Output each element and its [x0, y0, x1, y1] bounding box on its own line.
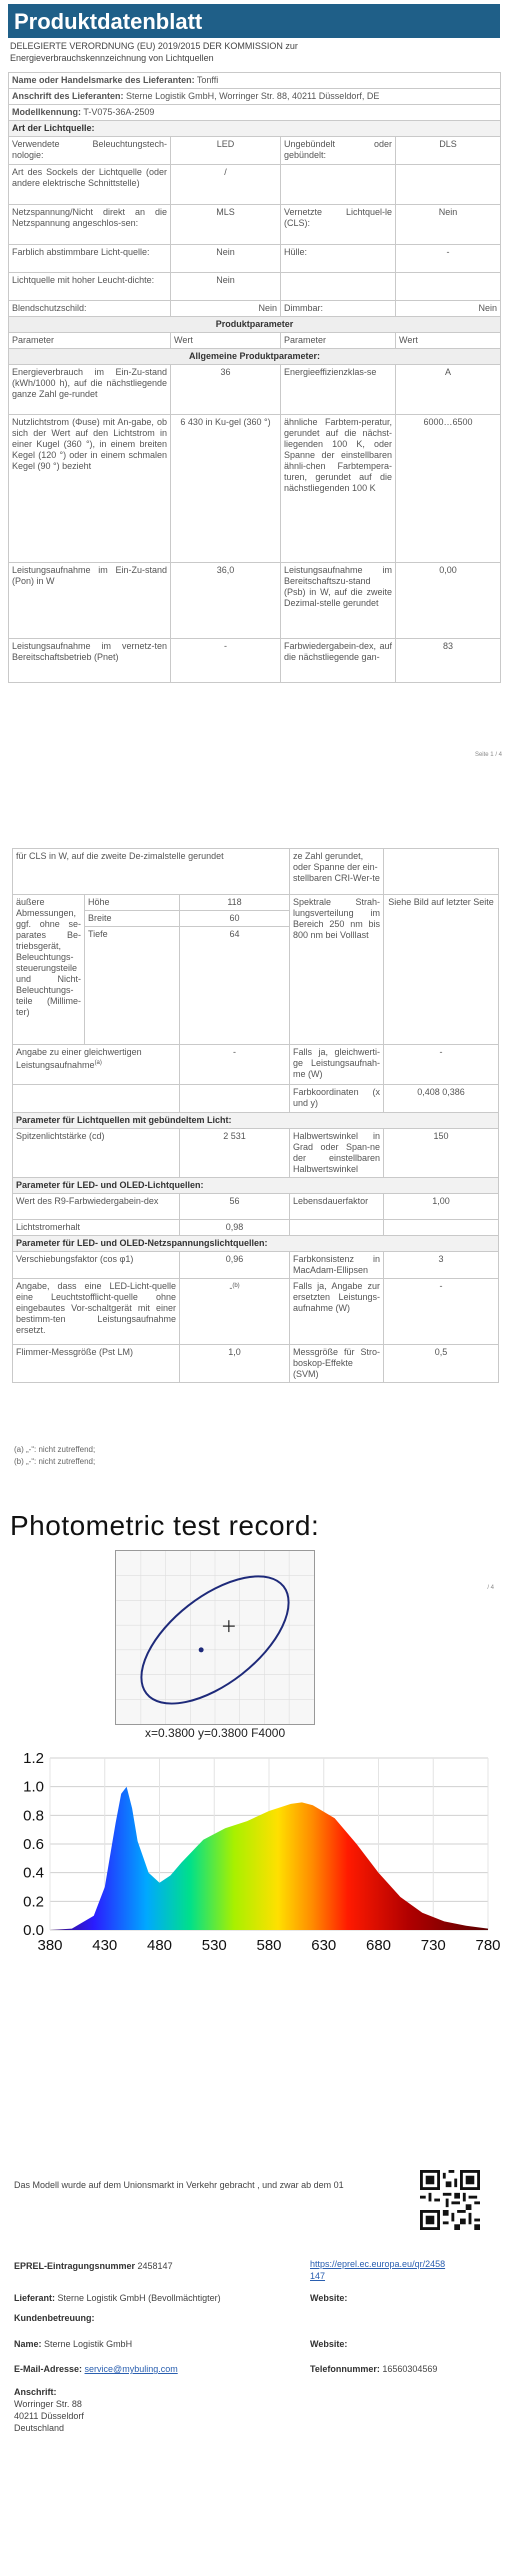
table-row [13, 1129, 499, 1178]
directional-section: Parameter für Lichtquellen mit gebündeltem Licht: [13, 1113, 499, 1129]
cell: 150 [384, 1129, 499, 1178]
dimensions-label: äußere Abmessungen, ggf. ohne se-parates Be-triebsgerät, Beleuchtungs-steuerungsteile und Nicht-Beleuchtungs-teile (Millime-ter) [13, 895, 85, 1045]
website-label: Website: [310, 2293, 348, 2303]
dim-height-value: 118 [180, 895, 290, 911]
page-title: Produktdatenblatt [14, 9, 203, 34]
cell [180, 1279, 290, 1345]
cell [13, 1085, 180, 1113]
cell: Falls ja, gleichwerti-ge Leistungsaufnah-me (W) [290, 1045, 384, 1085]
cell [281, 165, 396, 205]
spectral-value: Siehe Bild auf letzter Seite [384, 895, 499, 1045]
cell: Nutzlichtstrom (Φuse) mit An-gabe, ob sich der Wert auf den Lichtstrom in einer Kugel (360 °), in einem breiten Kegel (120 °) oder in einem schmalen Kegel (90 °) bezieht [9, 415, 171, 563]
cell: - [384, 1279, 499, 1345]
y-tick-label: 1.0 [23, 1778, 44, 1796]
table-row [9, 415, 501, 563]
eprel-label: EPREL-Eintragungsnummer [14, 2261, 136, 2271]
y-tick-label: 0.8 [23, 1807, 44, 1825]
cell: Netzspannung/Nicht direkt an die Netzspannung angeschlos-sen: [9, 205, 171, 245]
cell: Farbwiedergabein-dex, auf die nächstliegende gan- [281, 639, 396, 683]
footnote-marker: (a) [94, 1060, 102, 1066]
cell: ze Zahl gerundet, oder Spanne der ein-stellbaren CRI-Wer-te [290, 849, 384, 895]
email-label: E-Mail-Adresse: [14, 2364, 83, 2374]
table-row [9, 563, 501, 639]
market-intro: Das Modell wurde auf dem Unionsmarkt in Verkehr gebracht , und zwar ab dem 01 [14, 2180, 344, 2190]
cell: Wert des R9-Farbwiedergabein-dex [13, 1194, 180, 1220]
cell: / [171, 165, 281, 205]
cell: Leistungsaufnahme im vernetz-ten Bereitschaftsbetrieb (Pnet) [9, 639, 171, 683]
cell: - [180, 1045, 290, 1085]
cell: 36,0 [171, 563, 281, 639]
x-tick-label: 530 [201, 1937, 227, 1954]
cell [290, 1220, 384, 1236]
led-section: Parameter für LED- und OLED-Lichtquellen: [13, 1178, 499, 1194]
eprel-row [14, 2260, 173, 2272]
x-tick-label: 430 [92, 1937, 118, 1954]
x-tick-label: 580 [256, 1937, 282, 1954]
dim-depth-value: 64 [180, 927, 290, 1045]
table-row [9, 333, 501, 349]
name-row [14, 2338, 132, 2350]
qr-code-icon[interactable] [420, 2170, 480, 2230]
y-tick-label: 0.0 [23, 1922, 44, 1939]
phone-label: Telefonnummer: [310, 2364, 380, 2374]
dim-width-value: 60 [180, 911, 290, 927]
supplier-row [14, 2292, 221, 2304]
phone-row [310, 2363, 437, 2375]
chromaticity-diagram [115, 1550, 315, 1725]
cell [396, 165, 501, 205]
cell: Nein [171, 245, 281, 273]
cell: - [384, 1045, 499, 1085]
column-header: Wert [171, 333, 281, 349]
cell: Lichtquelle mit hoher Leucht-dichte: [9, 273, 171, 301]
table-row [9, 639, 501, 683]
table-row [13, 1085, 499, 1113]
address-cell [9, 89, 501, 105]
cell: 2 531 [180, 1129, 290, 1178]
datasheet-page-2 [0, 848, 508, 1473]
cell: 0,98 [180, 1220, 290, 1236]
supplier-value: Sterne Logistik GmbH (Bevollmächtigter) [57, 2293, 221, 2303]
table-row [9, 121, 501, 137]
cell: Leistungsaufnahme im Bereitschaftszu-stand (Psb) in W, auf die zweite Dezimal-stelle gerundet [281, 563, 396, 639]
cell: Verwendete Beleuchtungstech-nologie: [9, 137, 171, 165]
x-tick-label: 730 [420, 1937, 446, 1954]
cell: 1,00 [384, 1194, 499, 1220]
cell: Ungebündelt oder gebündelt: [281, 137, 396, 165]
datasheet-table-2 [12, 848, 499, 1383]
cell [396, 273, 501, 301]
table-row [9, 89, 501, 105]
datasheet-page-1 [0, 0, 508, 775]
mains-section: Parameter für LED- und OLED-Netzspannungslichtquellen: [13, 1236, 499, 1252]
cell: 6 430 in Ku-gel (360 °) [171, 415, 281, 563]
footnote-b: (b) „-“: nicht zutreffend; [14, 1457, 96, 1466]
model-cell [9, 105, 501, 121]
table-row [13, 1236, 499, 1252]
model-value: T-V075-36A-2509 [83, 107, 155, 117]
cell [384, 849, 499, 895]
cell: 83 [396, 639, 501, 683]
datasheet-table-1 [8, 72, 501, 683]
cell: Art des Sockels der Lichtquelle (oder andere elektrische Schnittstelle) [9, 165, 171, 205]
cell: Dimmbar: [281, 301, 396, 317]
table-row [9, 105, 501, 121]
cell [13, 1045, 180, 1085]
cell: Farbkonsistenz in MacAdam-Ellipsen [290, 1252, 384, 1279]
table-row [13, 1194, 499, 1220]
cell: 56 [180, 1194, 290, 1220]
brand-cell [9, 73, 501, 89]
table-row [9, 245, 501, 273]
address-block [14, 2386, 84, 2434]
spectral-label: Spektrale Strah-lungsverteilung im Bereich 250 nm bis 800 nm bei Volllast [290, 895, 384, 1045]
table-row [13, 1045, 499, 1085]
cell: Farblich abstimmbare Licht-quelle: [9, 245, 171, 273]
cell: 36 [171, 365, 281, 415]
cell: ähnliche Farbtem-peratur, gerundet auf die nächst-liegenden 100 K, oder Spanne der einstellbaren ähnli-chen Farbtempera-turen, gerundet auf die nächstliegenden 100 K [281, 415, 396, 563]
cell: Flimmer-Messgröße (Pst LM) [13, 1345, 180, 1383]
y-axis-ticks [23, 1750, 44, 1939]
cell: Hülle: [281, 245, 396, 273]
dim-depth-label: Tiefe [85, 927, 180, 1045]
name-label: Name: [14, 2339, 42, 2349]
model-label: Modellkennung: [12, 107, 81, 117]
table-row [9, 73, 501, 89]
product-params-heading: Produktparameter [9, 317, 501, 333]
table-row [13, 1345, 499, 1383]
cell: Falls ja, Angabe zur ersetzten Leistungs-aufnahme (W) [290, 1279, 384, 1345]
cell: 1,0 [180, 1345, 290, 1383]
column-header: Wert [396, 333, 501, 349]
table-row [13, 895, 499, 911]
cell: A [396, 365, 501, 415]
address-line: 40211 Düsseldorf [14, 2411, 84, 2421]
cell [281, 273, 396, 301]
table-row [9, 137, 501, 165]
eprel-value: 2458147 [137, 2261, 173, 2271]
cell: 0,96 [180, 1252, 290, 1279]
x-tick-label: 380 [37, 1937, 63, 1954]
x-tick-label: 780 [475, 1937, 501, 1954]
cie-grid [116, 1551, 314, 1724]
address-line: Worringer Str. 88 [14, 2399, 82, 2409]
address-label: Anschrift des Lieferanten: [12, 91, 124, 101]
cell: Energieeffizienzklas-se [281, 365, 396, 415]
cell: 6000…6500 [396, 415, 501, 563]
brand-value: Tonffi [196, 75, 219, 85]
name-value: Sterne Logistik GmbH [44, 2339, 133, 2349]
equivalent-power-label: Angabe zu einer gleichwertigen Leistungsaufnahme [16, 1047, 142, 1070]
table-row [13, 1279, 499, 1345]
email-link[interactable]: service@mybuling.com [84, 2364, 178, 2374]
footnote-marker: (b) [232, 1283, 240, 1289]
brand-label: Name oder Handelsmarke des Lieferanten: [12, 75, 195, 85]
cell: - [396, 245, 501, 273]
cell [384, 1220, 499, 1236]
title-bar [8, 4, 500, 38]
website2-label: Website: [310, 2339, 348, 2349]
chromaticity-value: 0,408 0,386 [384, 1085, 499, 1113]
column-header: Parameter [281, 333, 396, 349]
table-row [9, 165, 501, 205]
cell: für CLS in W, auf die zweite De-zimalstelle gerundet [13, 849, 290, 895]
dim-width-label: Breite [85, 911, 180, 927]
cell [180, 1085, 290, 1113]
target-cross [223, 1620, 235, 1632]
regulation-text: DELEGIERTE VERORDNUNG (EU) 2019/2015 DER KOMMISSION zur Energieverbrauchskennzeichnung von Lichtquellen [10, 41, 298, 63]
address-line: Deutschland [14, 2423, 65, 2433]
cell: Blendschutzschild: [9, 301, 171, 317]
cell: Lichtstromerhalt [13, 1220, 180, 1236]
cell: Angabe, dass eine LED-Licht-quelle eine Leuchtstofflicht-quelle ohne eingebautes Vor-schaltgerät mit einer bestimm-ten Leistungsaufnahme ersetzt. [13, 1279, 180, 1345]
cell: Nein [396, 301, 501, 317]
table-row [13, 1220, 499, 1236]
cell: Vernetzte Lichtquel-le (CLS): [281, 205, 396, 245]
address-value: Sterne Logistik GmbH, Worringer Str. 88, 40211 Düsseldorf, DE [126, 91, 380, 101]
cell: Nein [171, 301, 281, 317]
supplier-label: Lieferant: [14, 2293, 56, 2303]
cell: Nein [171, 273, 281, 301]
table-row [13, 1113, 499, 1129]
support-label: Kundenbetreuung: [14, 2313, 95, 2323]
x-tick-label: 630 [311, 1937, 337, 1954]
y-tick-label: 1.2 [23, 1750, 44, 1767]
cell: Lebensdauerfaktor [290, 1194, 384, 1220]
table-row [9, 301, 501, 317]
general-params-heading: Allgemeine Produktparameter: [9, 349, 501, 365]
page-fragment: / 4 [487, 1585, 494, 1591]
cell: 0,00 [396, 563, 501, 639]
spectral-chart [8, 1750, 501, 1960]
y-tick-label: 0.2 [23, 1893, 44, 1911]
chromaticity-readout: x=0.3800 y=0.3800 F4000 [145, 1726, 286, 1740]
cell: Messgröße für Stro-boskop-Effekte (SVM) [290, 1345, 384, 1383]
cell: - [171, 639, 281, 683]
cell: LED [171, 137, 281, 165]
cell: Leistungsaufnahme im Ein-Zu-stand (Pon) in W [9, 563, 171, 639]
x-axis-ticks [37, 1937, 500, 1954]
cell: Nein [396, 205, 501, 245]
email-row [14, 2363, 178, 2375]
photometric-page [0, 1490, 508, 2140]
cell: 0,5 [384, 1345, 499, 1383]
fluor-value: - [229, 1283, 233, 1293]
cell: Energieverbrauch im Ein-Zu-stand (kWh/1000 h), auf die nächstliegende ganze Zahl ge-rundet [9, 365, 171, 415]
cell: Farbkoordinaten (x und y) [290, 1085, 384, 1113]
table-row [9, 205, 501, 245]
cell: MLS [171, 205, 281, 245]
y-tick-label: 0.6 [23, 1836, 44, 1853]
footnotes [14, 1444, 95, 1468]
cell: 3 [384, 1252, 499, 1279]
measured-point [199, 1647, 204, 1652]
eprel-link[interactable]: https://eprel.ec.europa.eu/qr/2458147 [310, 2259, 446, 2281]
x-tick-label: 480 [146, 1937, 173, 1954]
cell: DLS [396, 137, 501, 165]
table-row [9, 349, 501, 365]
column-header: Parameter [9, 333, 171, 349]
cell: Verschiebungsfaktor (cos φ1) [13, 1252, 180, 1279]
footnote-a: (a) „-“: nicht zutreffend; [14, 1445, 96, 1454]
photometric-title: Photometric test record: [10, 1510, 320, 1541]
table-row [9, 317, 501, 333]
y-tick-label: 0.4 [23, 1864, 44, 1882]
dim-height-label: Höhe [85, 895, 180, 911]
registration-page [0, 2150, 508, 2550]
cell: Spitzenlichtstärke (cd) [13, 1129, 180, 1178]
table-row [9, 365, 501, 415]
address-label: Anschrift: [14, 2387, 57, 2397]
table-row [13, 1252, 499, 1279]
page-number: Seite 1 / 4 [474, 752, 502, 758]
x-tick-label: 680 [365, 1937, 392, 1954]
cell: Halbwertswinkel in Grad oder Span-ne der einstellbaren Halbwertswinkel [290, 1129, 384, 1178]
table-row [13, 1178, 499, 1194]
type-section: Art der Lichtquelle: [9, 121, 501, 137]
table-row [13, 849, 499, 895]
table-row [9, 273, 501, 301]
phone-value: 16560304569 [382, 2364, 438, 2374]
